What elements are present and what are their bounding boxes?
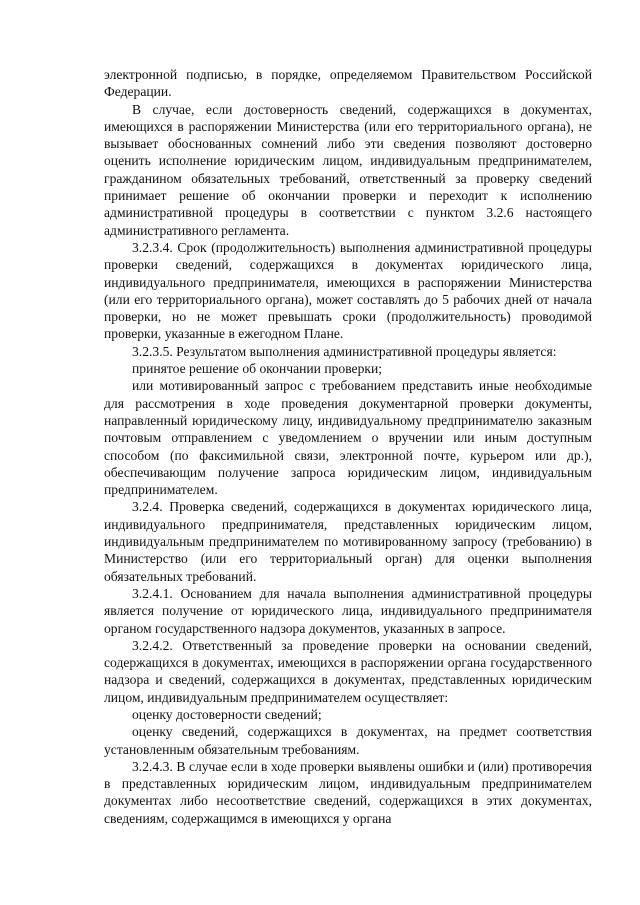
document-page [104,66,592,827]
paragraph-3-2-3-4: 3.2.3.4. Срок (продолжительность) выполнения административной процедуры проверки сведений, содержащихся в документах юридического лица, индивидуального предпринимателя, имеющихся в распоряжении Министерства (или его территориального органа), может составлять до 5 рабочих дней от начала проверки, но не может превышать сроки (продолжительность) проводимой проверки, указанные в ежегодном Плане. [104,239,592,342]
paragraph-assessment-reliability: оценку достоверности сведений; [132,706,322,722]
paragraph-assessment-compliance: оценку сведений, содержащихся в документах, на предмет соответствия установленным обязательным требованиям. [104,724,592,757]
paragraph-3-2-4-3: 3.2.4.3. В случае если в ходе проверки выявлены ошибки и (или) противоречия в представленных юридическим лицом, индивидуальным предпринимателем документах либо несоответствие сведений, содержащихся в этих документах, сведениям, содержащимся в имеющихся у органа [104,758,592,826]
paragraph-continuation: электронной подписью, в порядке, определяемом Правительством Российской Федерации. [104,67,592,100]
paragraph-result-decision: принятое решение об окончании проверки; [132,361,383,377]
paragraph-3-2-3-5: 3.2.3.5. Результатом выполнения административной процедуры является: [132,343,557,359]
paragraph-result-request: или мотивированный запрос с требованием представить иные необходимые для рассмотрения в ходе проведения документарной проверки документы, направленный юридическому лицу, индивидуальному предпринимателю заказным почтовым отправлением с уведомлением о вручении или иным доступным способом (по факсимильной связи, электронной почте, курьером или др.), обеспечивающим получение запроса юридическим лицом, индивидуальным предпринимателем. [104,378,592,498]
paragraph-3-2-4-2: 3.2.4.2. Ответственный за проведение проверки на основании сведений, содержащихся в документах, имеющихся в распоряжении органа государственного надзора и сведений, содержащихся в документах, представленных юридическим лицом, индивидуальным предпринимателем осуществляет: [104,637,592,705]
paragraph-3-2-4-1: 3.2.4.1. Основанием для начала выполнения административной процедуры является получение от юридического лица, индивидуального предпринимателя органом государственного надзора документов, указанных в запросе. [104,585,592,636]
paragraph-3-2-4: 3.2.4. Проверка сведений, содержащихся в документах юридического лица, индивидуального предпринимателя, представленных юридическим лицом, индивидуальным предпринимателем по мотивированному запросу (требованию) в Министерство (или его территориальный орган) для оценки выполнения обязательных требований. [104,499,592,584]
paragraph-verification-decision: В случае, если достоверность сведений, содержащихся в документах, имеющихся в распоряжении Министерства (или его территориального органа), не вызывает обоснованных сомнений либо эти сведения позволяют достоверно оценить исполнение юридическим лицом, индивидуальным предпринимателем, гражданином обязательных требований, ответственный за проверку сведений принимает решение об окончании проверки и переходит к исполнению административной процедуры в соответствии с пунктом 3.2.6 настоящего административного регламента. [104,101,592,238]
